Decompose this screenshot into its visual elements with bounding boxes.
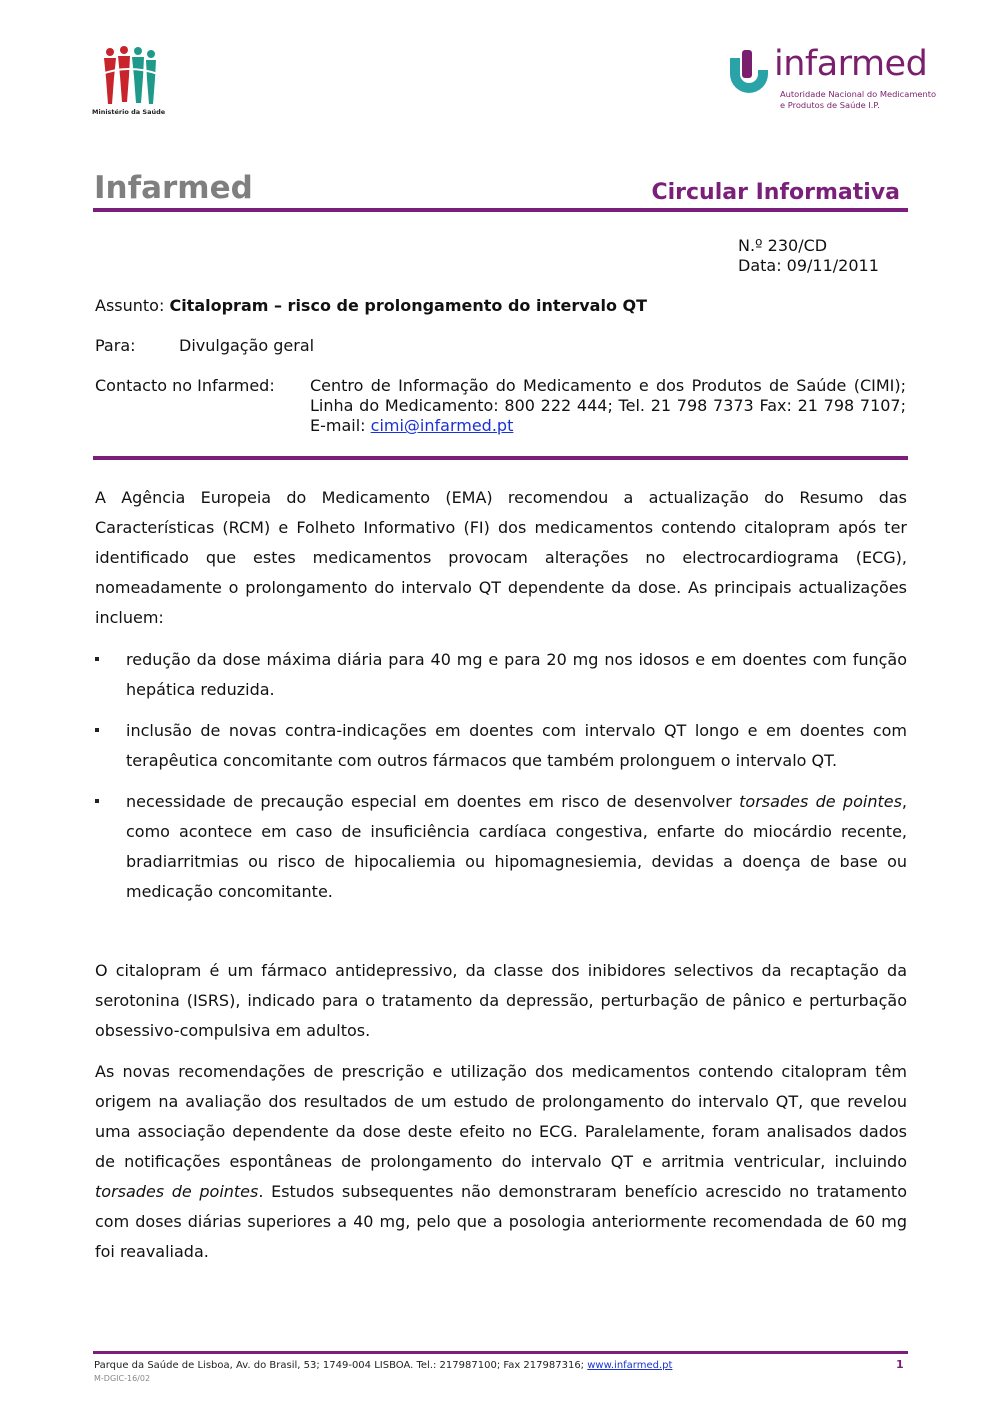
paragraph-emphasis: torsades de pointes [95,1182,259,1201]
infarmed-wordmark: infarmed [774,44,928,84]
subject-label: Assunto: [95,296,165,315]
infarmed-logo-icon [726,48,772,94]
to-label: Para: [95,336,136,355]
figure-teal-1 [132,47,144,103]
ministry-caption: Ministério da Saúde [92,108,166,116]
contact-email-link[interactable]: cimi@infarmed.pt [370,416,514,435]
meta-divider [93,456,908,460]
circular-number: N.º 230/CD [738,236,828,255]
contact-label: Contacto no Infarmed: [95,376,275,395]
list-item [95,716,907,776]
list-item [95,645,907,705]
footer-address [94,1360,672,1371]
document-code: M-DGIC-16/02 [94,1374,151,1383]
paragraph-recommendations [95,1057,907,1267]
infarmed-subtitle-2: e Produtos de Saúde I.P. [780,100,880,110]
updates-list [95,645,907,918]
bullet-marker [95,799,99,803]
to-value: Divulgação geral [179,336,315,355]
paragraph-text-b: . Estudos subsequentes não demonstraram benefício acrescido no tratamento com doses diárias superiores a 40 mg, pelo que a posologia anteriormente recomendada de 60 mg foi reavaliada. [95,1182,907,1261]
footer-divider [93,1351,908,1354]
title-divider [93,208,908,212]
figure-red-2 [118,46,130,102]
contact-details [310,376,906,436]
paragraph-citalopram: O citalopram é um fármaco antidepressivo, da classe dos inibidores selectivos da recaptação da serotonina (ISRS), indicado para o tratamento da depressão, perturbação de pânico e perturbação obsessivo-compulsiva em adultos. [95,961,907,1040]
subject-text: Citalopram – risco de prolongamento do intervalo QT [169,296,648,315]
bullet-marker [95,728,99,732]
intro-paragraph: A Agência Europeia do Medicamento (EMA) recomendou a actualização do Resumo das Características (RCM) e Folheto Informativo (FI) dos medicamentos contendo citalopram após ter identificado que estes medicamentos provocam alterações no electrocardiograma (ECG), nomeadamente o prolongamento do intervalo QT dependente da dose. As principais actualizações incluem: [95,488,907,627]
footer-address-text: Parque da Saúde de Lisboa, Av. do Brasil, 53; 1749-004 LISBOA. Tel.: 217987100; Fax 217987316; [94,1360,585,1371]
bullet-text-emphasis: torsades de pointes [739,792,902,811]
bullet-marker [95,657,99,661]
figure-teal-2 [146,50,156,104]
circular-date: Data: 09/11/2011 [738,256,879,275]
footer-website-link[interactable]: www.infarmed.pt [587,1360,673,1371]
bullet-text-a: necessidade de precaução especial em doentes em risco de desenvolver [126,792,732,811]
bullet-text: redução da dose máxima diária para 40 mg e para 20 mg nos idosos e em doentes com função hepática reduzida. [126,650,907,699]
page-number: 1 [896,1358,904,1371]
bullet-text: inclusão de novas contra-indicações em doentes com intervalo QT longo e em doentes com terapêutica concomitante com outros fármacos que também prolonguem o intervalo QT. [126,721,907,770]
page-title: Infarmed [94,170,253,206]
figure-red-1 [104,48,116,104]
list-item [95,787,907,907]
bullet-text-b: , como acontece em caso de insuficiência cardíaca congestiva, enfarte do miocárdio recente, bradiarritmias ou risco de hipocaliemia ou hipomagnesiemia, devidas a doença de base ou medicação concomitante. [126,792,908,901]
subject-line [95,296,647,316]
document-type: Circular Informativa [651,180,900,205]
contact-text: Centro de Informação do Medicamento e dos Produtos de Saúde (CIMI); Linha do Medicamento: 800 222 444; Tel. 21 798 7373 Fax: 21 798 7107; E-mail: [310,376,906,435]
paragraph-text-a: As novas recomendações de prescrição e utilização dos medicamentos contendo citalopram têm origem na avaliação dos resultados de um estudo de prolongamento do intervalo QT, que revelou uma associação dependente da dose deste efeito no ECG. Paralelamente, foram analisados dados de notificações espontâneas de prolongamento do intervalo QT e arritmia ventricular, incluindo [95,1062,907,1171]
infarmed-subtitle-1: Autoridade Nacional do Medicamento [780,89,937,99]
